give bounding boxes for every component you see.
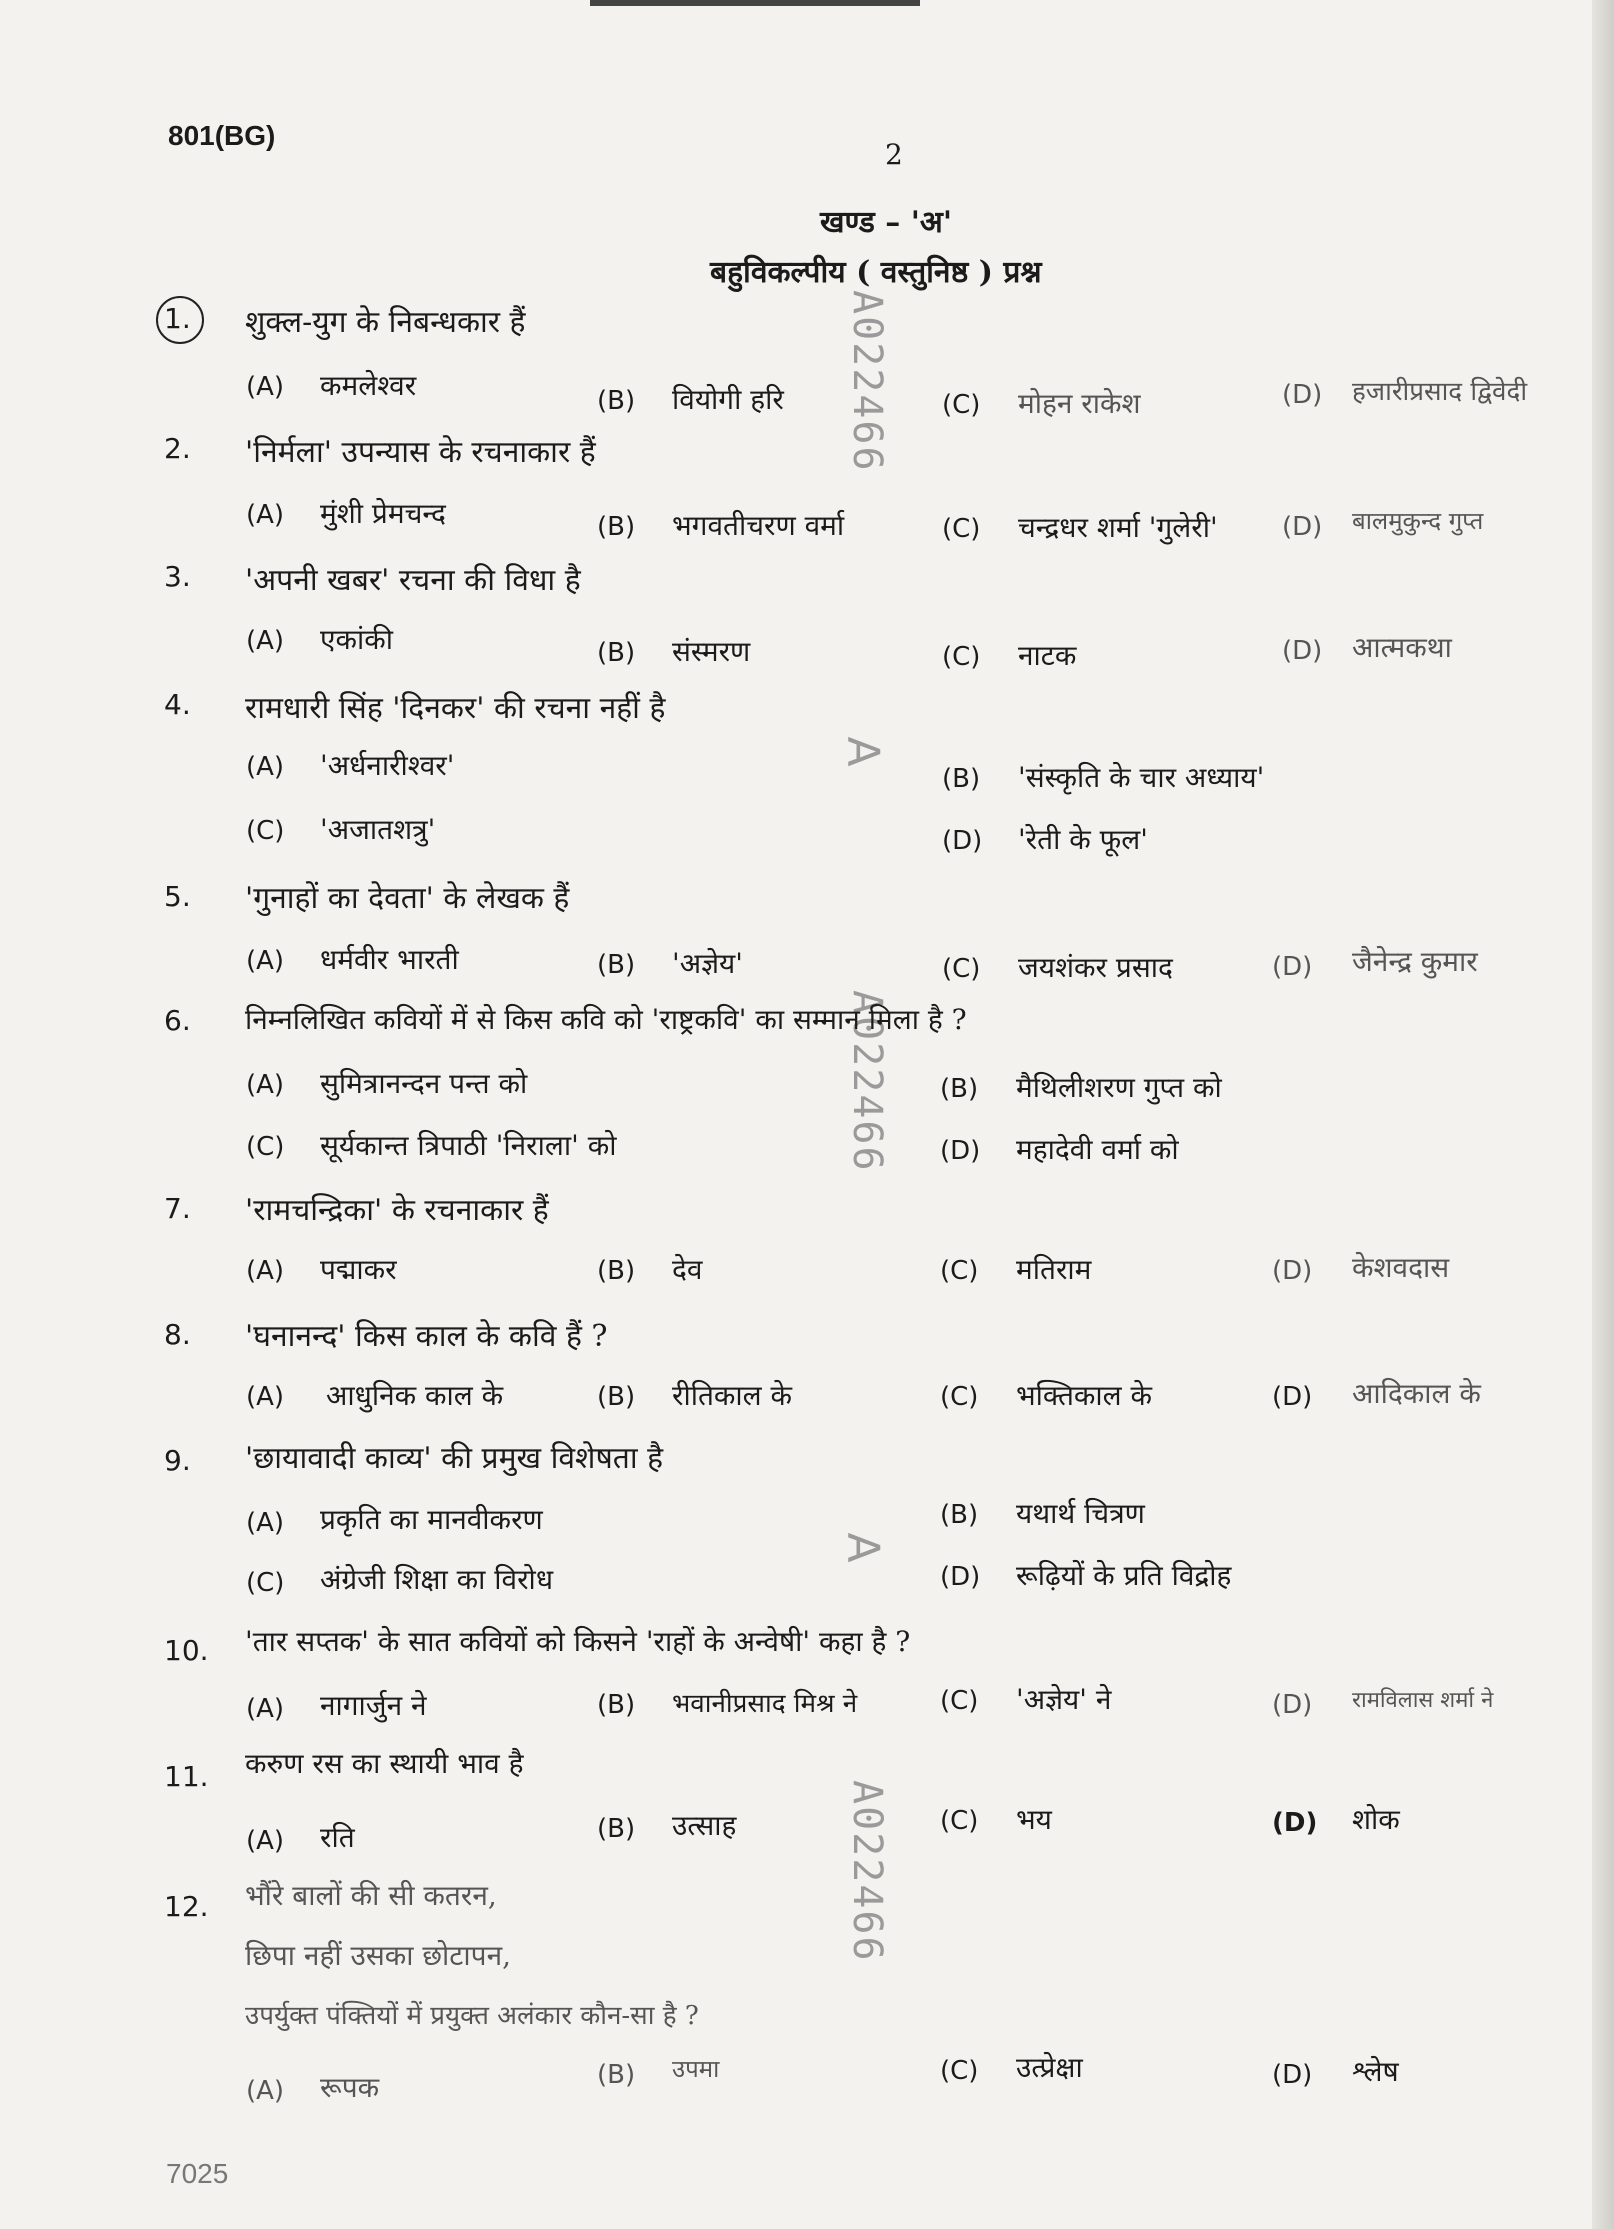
question-text: 'अपनी खबर' रचना की विधा है	[245, 563, 581, 598]
option-label: (A)	[246, 1508, 285, 1538]
option-text: भवानीप्रसाद मिश्र ने	[672, 1689, 858, 1719]
option-label: (A)	[246, 1256, 285, 1286]
option-label: (D)	[1272, 1690, 1313, 1720]
option-label: (B)	[597, 512, 636, 542]
question-text: 'निर्मला' उपन्यास के रचनाकार हैं	[245, 435, 596, 470]
question-number: 1.	[164, 302, 191, 335]
option-label: (C)	[940, 1382, 979, 1412]
option-text: श्लेष	[1352, 2055, 1399, 2088]
option-label: (A)	[246, 2076, 285, 2106]
option-label: (B)	[940, 1074, 979, 1104]
section-subtitle: बहुविकल्पीय ( वस्तुनिष्ठ ) प्रश्न	[710, 255, 1042, 290]
option-text: सुमित्रानन्दन पन्त को	[320, 1067, 528, 1100]
option-label: (A)	[246, 372, 285, 402]
option-text: उपमा	[672, 2055, 720, 2083]
question-text: 'गुनाहों का देवता' के लेखक हैं	[245, 881, 570, 916]
option-text: 'अर्धनारीश्वर'	[320, 749, 455, 782]
option-text: हजारीप्रसाद द्विवेदी	[1352, 377, 1528, 407]
question-number: 8.	[164, 1318, 191, 1351]
section-title: खण्ड – 'अ'	[820, 205, 953, 240]
option-text: मतिराम	[1016, 1253, 1092, 1286]
option-text: 'संस्कृति के चार अध्याय'	[1018, 761, 1265, 794]
option-text: मैथिलीशरण गुप्त को	[1016, 1071, 1222, 1104]
option-text: रामविलास शर्मा ने	[1352, 1688, 1494, 1713]
option-label: (C)	[942, 390, 981, 420]
option-label: (D)	[1282, 636, 1323, 666]
option-label: (D)	[940, 1562, 981, 1592]
option-text: संस्मरण	[672, 635, 751, 668]
option-text: अंग्रेजी शिक्षा का विरोध	[320, 1563, 554, 1596]
option-text: पद्माकर	[320, 1253, 397, 1286]
option-text: मोहन राकेश	[1018, 387, 1141, 420]
option-label: (C)	[942, 954, 981, 984]
page-edge-shadow	[1592, 0, 1614, 2229]
question-text: निम्नलिखित कवियों में से किस कवि को 'राष्ट्रकवि' का सम्मान मिला है ?	[245, 1003, 967, 1036]
option-label: (B)	[942, 764, 981, 794]
question-text: रामधारी सिंह 'दिनकर' की रचना नहीं है	[245, 691, 666, 726]
option-label: (C)	[942, 642, 981, 672]
question-number: 6.	[164, 1004, 191, 1037]
option-label: (D)	[942, 826, 983, 856]
option-label: (C)	[940, 1256, 979, 1286]
option-label: (B)	[597, 950, 636, 980]
option-label: (A)	[246, 1826, 285, 1856]
option-label: (C)	[942, 514, 981, 544]
question-number: 7.	[164, 1192, 191, 1225]
option-label: (B)	[597, 1382, 636, 1412]
option-text: उत्साह	[672, 1809, 737, 1842]
question-number: 12.	[164, 1890, 209, 1923]
option-text: मुंशी प्रेमचन्द	[320, 497, 446, 530]
option-text: रति	[320, 1821, 355, 1854]
option-label: (D)	[1272, 1382, 1313, 1412]
option-text: 'अज्ञेय'	[672, 947, 743, 980]
option-text: सूर्यकान्त त्रिपाठी 'निराला' को	[320, 1129, 617, 1162]
question-line: छिपा नहीं उसका छोटापन,	[245, 1939, 512, 1972]
stamp-letter: A	[837, 1532, 889, 1563]
stamp-letter: A	[837, 736, 889, 767]
option-text: बालमुकुन्द गुप्त	[1352, 507, 1484, 535]
option-text: आदिकाल के	[1352, 1377, 1481, 1410]
question-text: शुक्ल-युग के निबन्धकार हैं	[245, 305, 526, 340]
question-line: उपर्युक्त पंक्तियों में प्रयुक्त अलंकार कौन-सा है ?	[245, 2001, 699, 2031]
option-label: (D)	[1272, 1256, 1313, 1286]
option-text: 'अज्ञेय' ने	[1016, 1683, 1112, 1716]
option-text: रूढ़ियों के प्रति विद्रोह	[1016, 1559, 1232, 1592]
option-text: जैनेन्द्र कुमार	[1352, 945, 1478, 978]
option-text: एकांकी	[320, 623, 393, 656]
option-text: 'अजातशत्रु'	[320, 813, 436, 846]
option-text: यथार्थ चित्रण	[1016, 1497, 1145, 1530]
option-text: रीतिकाल के	[672, 1379, 793, 1412]
top-edge-bar	[590, 0, 920, 6]
option-label: (D)	[1272, 1808, 1318, 1838]
option-text: आत्मकथा	[1352, 631, 1452, 664]
question-text: करुण रस का स्थायी भाव है	[245, 1747, 524, 1780]
option-text: चन्द्रधर शर्मा 'गुलेरी'	[1018, 511, 1218, 544]
question-number: 11.	[164, 1760, 209, 1793]
question-number: 2.	[164, 432, 191, 465]
serial-stamp: A022466	[844, 290, 890, 473]
option-text: रूपक	[320, 2071, 380, 2104]
option-text: 'रेती के फूल'	[1018, 823, 1148, 856]
option-text: प्रकृति का मानवीकरण	[320, 1503, 543, 1536]
option-text: धर्मवीर भारती	[320, 943, 459, 976]
page-number: 2	[885, 138, 903, 171]
option-text: भय	[1016, 1803, 1052, 1836]
option-label: (B)	[940, 1500, 979, 1530]
question-text: 'घनानन्द' किस काल के कवि हैं ?	[245, 1319, 608, 1354]
question-text: 'रामचन्द्रिका' के रचनाकार हैं	[245, 1193, 549, 1228]
option-text: देव	[672, 1253, 703, 1286]
option-label: (C)	[940, 2056, 979, 2086]
option-label: (A)	[246, 752, 285, 782]
option-text: शोक	[1352, 1803, 1400, 1836]
option-label: (B)	[597, 1256, 636, 1286]
option-label: (C)	[246, 816, 285, 846]
option-label: (D)	[1282, 512, 1323, 542]
option-text: भगवतीचरण वर्मा	[672, 509, 845, 542]
option-label: (A)	[246, 626, 285, 656]
option-text: केशवदास	[1352, 1251, 1450, 1284]
question-number: 3.	[164, 560, 191, 593]
option-label: (C)	[246, 1132, 285, 1162]
question-number: 9.	[164, 1444, 191, 1477]
option-label: (A)	[246, 946, 285, 976]
option-label: (B)	[597, 638, 636, 668]
option-text: आधुनिक काल के	[326, 1379, 504, 1412]
option-label: (B)	[597, 386, 636, 416]
question-text: 'तार सप्तक' के सात कवियों को किसने 'राहों के अन्वेषी' कहा है ?	[245, 1625, 911, 1658]
option-text: वियोगी हरि	[672, 383, 784, 416]
option-text: नाटक	[1018, 639, 1077, 672]
option-label: (C)	[940, 1686, 979, 1716]
option-text: भक्तिकाल के	[1016, 1379, 1153, 1412]
question-number: 5.	[164, 880, 191, 913]
option-text: जयशंकर प्रसाद	[1018, 951, 1173, 984]
question-line: भौंरे बालों की सी कतरन,	[245, 1879, 497, 1912]
option-label: (B)	[597, 1690, 636, 1720]
serial-stamp: A022466	[844, 1780, 890, 1963]
option-text: कमलेश्वर	[320, 369, 417, 402]
option-text: उत्प्रेक्षा	[1016, 2051, 1083, 2084]
question-number: 10.	[164, 1634, 209, 1667]
option-label: (D)	[940, 1136, 981, 1166]
paper-code: 801(BG)	[168, 120, 276, 151]
footer-code: 7025	[166, 2158, 229, 2189]
option-label: (A)	[246, 500, 285, 530]
option-label: (D)	[1272, 2060, 1313, 2090]
option-label: (A)	[246, 1382, 285, 1412]
option-label: (C)	[940, 1806, 979, 1836]
option-label: (A)	[246, 1694, 285, 1724]
option-label: (D)	[1282, 380, 1323, 410]
question-number: 4.	[164, 688, 191, 721]
option-text: नागार्जुन ने	[320, 1689, 427, 1722]
option-text: महादेवी वर्मा को	[1016, 1133, 1179, 1166]
option-label: (D)	[1272, 952, 1313, 982]
question-text: 'छायावादी काव्य' की प्रमुख विशेषता है	[245, 1441, 664, 1476]
option-label: (C)	[246, 1568, 285, 1598]
option-label: (B)	[597, 1814, 636, 1844]
serial-stamp: A022466	[844, 990, 890, 1173]
option-label: (A)	[246, 1070, 285, 1100]
option-label: (B)	[597, 2060, 636, 2090]
